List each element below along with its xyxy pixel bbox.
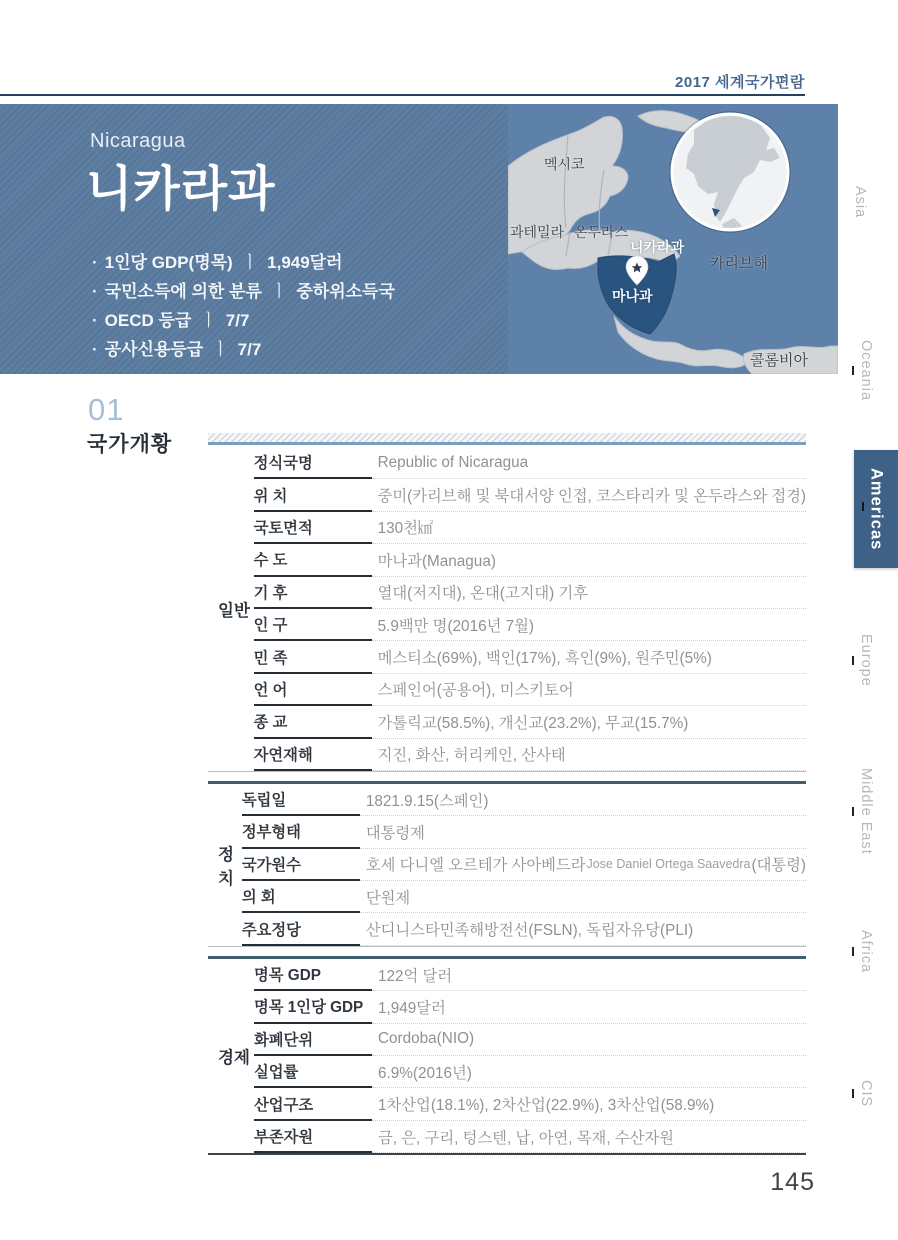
row-value: 1,949달러 [372, 991, 806, 1023]
row-label: 국토면적 [254, 512, 372, 544]
row-label: 주요정당 [242, 913, 360, 945]
fact-label: 공사신용등급 [104, 340, 204, 359]
bullet-icon: · [92, 282, 98, 301]
sidebar-item-oceania[interactable] [852, 340, 874, 401]
header-rule [0, 94, 805, 96]
sidebar-tick [852, 947, 854, 956]
country-name-en: Nicaragua [90, 130, 186, 152]
edition-title: 2017 세계국가편람 [675, 74, 805, 91]
row-label: 정식국명 [254, 447, 372, 479]
map-label-nicaragua: 니카라과 [630, 239, 685, 255]
map-label-mexico: 멕시코 [544, 156, 585, 172]
row-value: 단원제 [360, 881, 806, 913]
table-row [254, 447, 806, 479]
group-separator [208, 771, 806, 784]
row-value: Republic of Nicaragua [372, 447, 806, 479]
sidebar-item-asia[interactable] [852, 186, 868, 218]
map-label-capital: 마나과 [612, 288, 653, 304]
row-value: 6.9%(2016년) [372, 1056, 806, 1088]
row-value: 스페인어(공용어), 미스키토어 [372, 674, 806, 706]
row-value-latin: Jose Daniel Ortega Saavedra [586, 857, 751, 872]
row-label: 부존자원 [254, 1121, 372, 1153]
table-row [254, 609, 806, 641]
row-value: Cordoba(NIO) [372, 1024, 806, 1056]
table-row [242, 849, 806, 881]
fact-value: 7/7 [237, 340, 262, 359]
table-row [254, 1121, 806, 1153]
row-label: 명목 1인당 GDP [254, 991, 372, 1023]
table-row [242, 881, 806, 913]
row-value: 130천㎢ [372, 512, 806, 544]
section-number: 01 [88, 392, 125, 427]
country-name-ko: 니카라과 [86, 163, 276, 216]
map-label-honduras: 온두라스 [574, 224, 629, 240]
row-label: 산업구조 [254, 1088, 372, 1120]
table-row [242, 816, 806, 848]
table-row [254, 674, 806, 706]
table-row [254, 959, 806, 991]
section-title: 국가개황 [87, 433, 173, 456]
row-label: 자연재해 [254, 739, 372, 771]
fact-table [208, 433, 806, 1155]
fact-separator: ㅣ [270, 282, 288, 301]
fact-label: 1인당 GDP(명목) [104, 253, 233, 272]
row-label: 명목 GDP [254, 959, 372, 991]
sidebar-tick [862, 502, 864, 511]
hero-fact [92, 306, 395, 335]
fact-value: 1,949달러 [267, 253, 343, 272]
row-label: 화폐단위 [254, 1024, 372, 1056]
row-value: 중미(카리브해 및 북대서양 인접, 코스타리카 및 온두라스와 접경) [372, 479, 806, 511]
sidebar-item-label: Asia [852, 186, 868, 219]
table-row [254, 544, 806, 576]
row-label: 언 어 [254, 674, 372, 706]
fact-separator: ㅣ [241, 253, 259, 272]
hero-fact [92, 335, 395, 364]
sidebar-item-cis[interactable] [852, 1080, 874, 1107]
table-row [254, 706, 806, 738]
hero-fact [92, 248, 395, 277]
fact-label: 국민소득에 의한 분류 [104, 282, 262, 301]
map-label-guatemala: 과테밀라 [510, 224, 565, 240]
row-label: 위 치 [254, 479, 372, 511]
group-label: 정치 [218, 845, 234, 888]
table-row [254, 479, 806, 511]
row-value: 열대(저지대), 온대(고지대) 기후 [372, 577, 806, 609]
row-value: 1821.9.15(스페인) [360, 784, 806, 816]
row-value: 1차산업(18.1%), 2차산업(22.9%), 3차산업(58.9%) [372, 1088, 806, 1120]
sidebar-item-americas[interactable] [854, 450, 898, 568]
sidebar-item-europe[interactable] [852, 634, 874, 687]
row-label: 독립일 [242, 784, 360, 816]
table-row [254, 1024, 806, 1056]
globe-inset [670, 112, 790, 234]
table-group [208, 959, 806, 1153]
sidebar-tick [852, 366, 854, 375]
hero-facts-list [92, 248, 395, 364]
row-value: 122억 달러 [372, 959, 806, 991]
row-value: 산디니스타민족해방전선(FSLN), 독립자유당(PLI) [360, 913, 806, 945]
fact-separator: ㅣ [212, 340, 229, 359]
fact-value: 중하위소득국 [296, 282, 395, 301]
sidebar-item-label: Middle East [858, 768, 874, 855]
row-label: 실업률 [254, 1056, 372, 1088]
row-label: 의 회 [242, 881, 360, 913]
group-label: 경제 [218, 1049, 250, 1068]
fact-label: OECD 등급 [104, 311, 192, 330]
fact-separator: ㅣ [200, 311, 217, 330]
sidebar-tick [852, 656, 854, 665]
row-label: 정부형태 [242, 816, 360, 848]
group-separator [208, 946, 806, 959]
table-row [254, 739, 806, 771]
table-row [242, 784, 806, 816]
sidebar-tick [852, 1089, 854, 1098]
table-row [254, 1088, 806, 1120]
table-hatch-bar [208, 433, 806, 445]
sidebar-item-label: Americas [867, 467, 886, 551]
sidebar-item-label: Europe [858, 634, 874, 687]
group-label: 일반 [218, 601, 250, 620]
row-value: 호세 다니엘 오르테가 사아베드라 Jose Daniel Ortega Saavedra (대통령) [360, 849, 806, 881]
sidebar-item-label: Oceania [858, 340, 874, 402]
map-label-caribbean-sea: 카리브해 [710, 255, 768, 272]
row-value: 금, 은, 구리, 텅스텐, 납, 아연, 목재, 수산자원 [372, 1121, 806, 1153]
bullet-icon: · [92, 311, 98, 330]
table-group [208, 784, 806, 946]
row-value: 마나과(Managua) [372, 544, 806, 576]
row-label: 종 교 [254, 706, 372, 738]
row-value: 5.9백만 명(2016년 7월) [372, 609, 806, 641]
hero-fact [92, 277, 395, 306]
row-label: 수 도 [254, 544, 372, 576]
sidebar-item-africa[interactable] [852, 930, 874, 973]
sidebar-item-label: CIS [858, 1080, 874, 1108]
bullet-icon: · [92, 253, 98, 272]
table-row [254, 512, 806, 544]
row-value: 지진, 화산, 허리케인, 산사태 [372, 739, 806, 771]
location-map [508, 104, 838, 374]
fact-value: 7/7 [225, 311, 250, 330]
row-label: 민 족 [254, 641, 372, 673]
row-label: 인 구 [254, 609, 372, 641]
row-label: 기 후 [254, 577, 372, 609]
row-value: 대통령제 [360, 816, 806, 848]
row-value: 가톨릭교(58.5%), 개신교(23.2%), 무교(15.7%) [372, 706, 806, 738]
map-label-colombia: 콜롬비아 [750, 352, 808, 369]
table-row [254, 991, 806, 1023]
page-number: 145 [770, 1168, 815, 1196]
table-group [208, 447, 806, 771]
sidebar-tick [852, 807, 854, 816]
bullet-icon: · [92, 340, 98, 359]
table-row [254, 577, 806, 609]
table-row [254, 641, 806, 673]
table-row [242, 913, 806, 945]
table-row [254, 1056, 806, 1088]
row-label: 국가원수 [242, 849, 360, 881]
sidebar-item-middle-east[interactable] [852, 768, 874, 855]
sidebar-item-label: Africa [858, 930, 874, 974]
row-value: 메스티소(69%), 백인(17%), 흑인(9%), 원주민(5%) [372, 641, 806, 673]
